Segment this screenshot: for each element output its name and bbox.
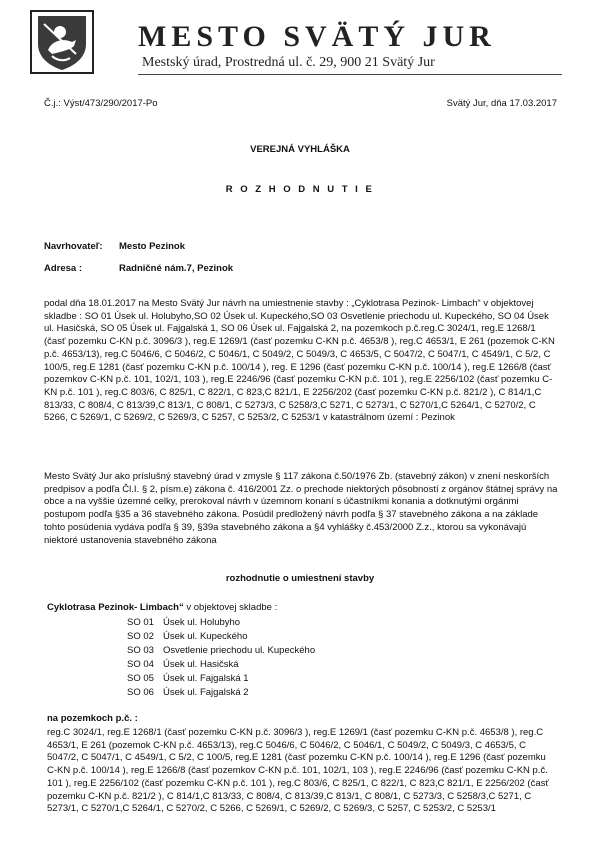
header-divider bbox=[138, 74, 562, 75]
project-name: Cyklotrasa Pezinok- Limbach“ bbox=[47, 602, 184, 613]
object-code: SO 03 bbox=[127, 645, 154, 656]
object-name: Úsek ul. Kupeckého bbox=[163, 631, 248, 642]
application-paragraph: podal dňa 18.01.2017 na Mesto Svätý Jur návrh na umiestnenie stavby : „Cyklotrasa Pezinok- Limbach“ v objektovej skladbe : SO 01 Úsek ul. Holubyho,SO 02 Úsek ul. Kupeckého,SO 03 Osvetlenie priechodu ul. Kupeckého, SO 04 Úsek ul. Hasičská, SO 05 Úsek ul. Fajgalská 1, SO 06 Úsek ul. Fajgalská 2, na pozemkoch p.č.reg.C 3024/1, reg.E 1268/1 (časť pozemku C-KN p.č. 3096/3 ), reg.E 1269/1 (časť pozemku C-KN p.č. 4653/8 ), reg.C 4653/1, E 261 (pozemok C-KN p.č. 4653/13), reg.C 5046/6, C 5046/2, C 5046/1, C 5049/2, C 5049/3, C 4653/5, C 5047/2, C 5047/1, C 4549/1, C 5/2, C 100/5, reg.E 1281 (časť pozemku C-KN p.č. 100/14 ), reg. E 1296 (časť pozemku C-KN p.č. 100/14 ), reg.E 1266/8 (časť pozemkov C-KN p.č. 101, 102/1, 103 ), reg.E 2246/96 (časť pozemku C-KN p.č. 101 ), reg.E 2256/102 (časť pozemku C-KN p.č. 101 ), reg.C 803/6, C 825/1, C 822/1, C 823,C 821/1, E 2256/202 (časť pozemku C-KN p.č. 821/2 ), C 814/1,C 813/33, C 808/4, C 813/39,C 813/1, C 808/1, C 5273/3, C 5258/3,C 5271, C 5273/1, C 5270/1,C 5264/1, C 5270/2, C 5266, C 5269/1, C 5269/2, C 5269/3, C 5257, C 5253/2, C 5253/1 v katastrálnom území : Pezinok bbox=[44, 298, 555, 424]
list-item bbox=[127, 616, 315, 630]
object-name: Osvetlenie priechodu ul. Kupeckého bbox=[163, 645, 316, 656]
address-row bbox=[44, 263, 233, 274]
object-name: Úsek ul. Hasičská bbox=[163, 659, 239, 670]
plots-label: na pozemkoch p.č. : bbox=[47, 713, 138, 724]
town-name: MESTO SVÄTÝ JUR bbox=[138, 20, 496, 53]
coat-of-arms-graphic bbox=[30, 10, 94, 74]
decision-heading: rozhodnutie o umiestnení stavby bbox=[225, 573, 375, 584]
object-name: Úsek ul. Fajgalská 2 bbox=[163, 687, 249, 698]
decision-title: R O Z H O D N U T I E bbox=[225, 184, 375, 195]
list-item bbox=[127, 686, 315, 700]
object-list bbox=[127, 616, 315, 700]
object-code: SO 06 bbox=[127, 687, 154, 698]
proposer-label: Navrhovateľ: bbox=[44, 241, 103, 252]
list-item bbox=[127, 658, 315, 672]
project-suffix: v objektovej skladbe : bbox=[183, 602, 278, 613]
town-coat-of-arms-icon bbox=[30, 10, 94, 74]
object-name: Úsek ul. Fajgalská 1 bbox=[163, 673, 249, 684]
plots-paragraph: reg.C 3024/1, reg.E 1268/1 (časť pozemku C-KN p.č. 3096/3 ), reg.E 1269/1 (časť pozemku C-KN p.č. 4653/8 ), reg.C 4653/1, E 261 (pozemok C-KN p.č. 4653/13), reg.C 5046/6, C 5046/2, C 5046/1, C 5049/2, C 5049/3, C 4653/5, C 5047/2, C 5047/1, C 4549/1, C 5/2, C 100/5, reg.E 1281 (časť pozemku C-KN p.č. 100/14 ), reg.E 1296 (časť pozemku C-KN p.č. 100/14 ), reg.E 1266/8 (časť pozemkov C-KN p.č. 101, 102/1, 103 ), reg.E 2246/96 (časť pozemku C-KN p.č. 101 ), reg.E 2256/102 (časť pozemku C-KN p.č. 101 ), reg.C 803/6, C 825/1, C 822/1, C 823,C 821/1, E 2256/202 (časť pozemku C-KN p.č. 821/2 ), C 814/1,C 813/33, C 808/4, C 813/39,C 813/1, C 808/1, C 5273/3, C 5258/3,C 5271, C 5273/1, C 5270/1,C 5264/1, C 5270/2, C 5266, C 5269/1, C 5269/2, C 5269/3, C 5257, C 5253/2, C 5253/1 bbox=[47, 727, 549, 815]
object-code: SO 05 bbox=[127, 673, 154, 684]
authority-paragraph: Mesto Svätý Jur ako príslušný stavebný úrad v zmysle § 117 zákona č.50/1976 Zb. (stavebný zákon) v znení neskorších predpisov a podľa Čl.I. § 2, písm.e) zákona č. 416/2001 Zz. o prechode niektorých pôsobností z orgánov štátnej správy na obce a na vyššie územné celky, prerokoval návrh v územnom konaní s účastníkmi konania a dotknutými orgánmi postupom podľa §35 a 36 stavebného zákona. Posúdil predložený návrh podľa § 37 stavebného zákona a na základe tohto posúdenia vydáva podľa § 39, §39a stavebného zákona a §4 vyhlášky č.453/2000 Z.z., ktorou sa vykonávajú niektoré ustanovenia stavebného zákona bbox=[44, 471, 558, 546]
list-item bbox=[127, 630, 315, 644]
object-name: Úsek ul. Holubyho bbox=[163, 617, 241, 628]
object-code: SO 04 bbox=[127, 659, 154, 670]
reference-number: Č.j.: Výst/473/290/2017-Po bbox=[44, 98, 158, 109]
address-value: Radničné nám.7, Pezinok bbox=[119, 263, 234, 274]
list-item bbox=[127, 672, 315, 686]
place-date: Svätý Jur, dňa 17.03.2017 bbox=[446, 98, 557, 109]
notice-title: VEREJNÁ VYHLÁŠKA bbox=[250, 144, 350, 155]
proposer-value: Mesto Pezinok bbox=[119, 241, 185, 252]
object-code: SO 01 bbox=[127, 617, 154, 628]
address-label: Adresa : bbox=[44, 263, 83, 274]
office-address-line: Mestský úrad, Prostredná ul. č. 29, 900 21 Svätý Jur bbox=[142, 55, 435, 70]
project-title bbox=[47, 602, 277, 613]
proposer-row bbox=[44, 241, 185, 252]
object-code: SO 02 bbox=[127, 631, 154, 642]
list-item bbox=[127, 644, 315, 658]
